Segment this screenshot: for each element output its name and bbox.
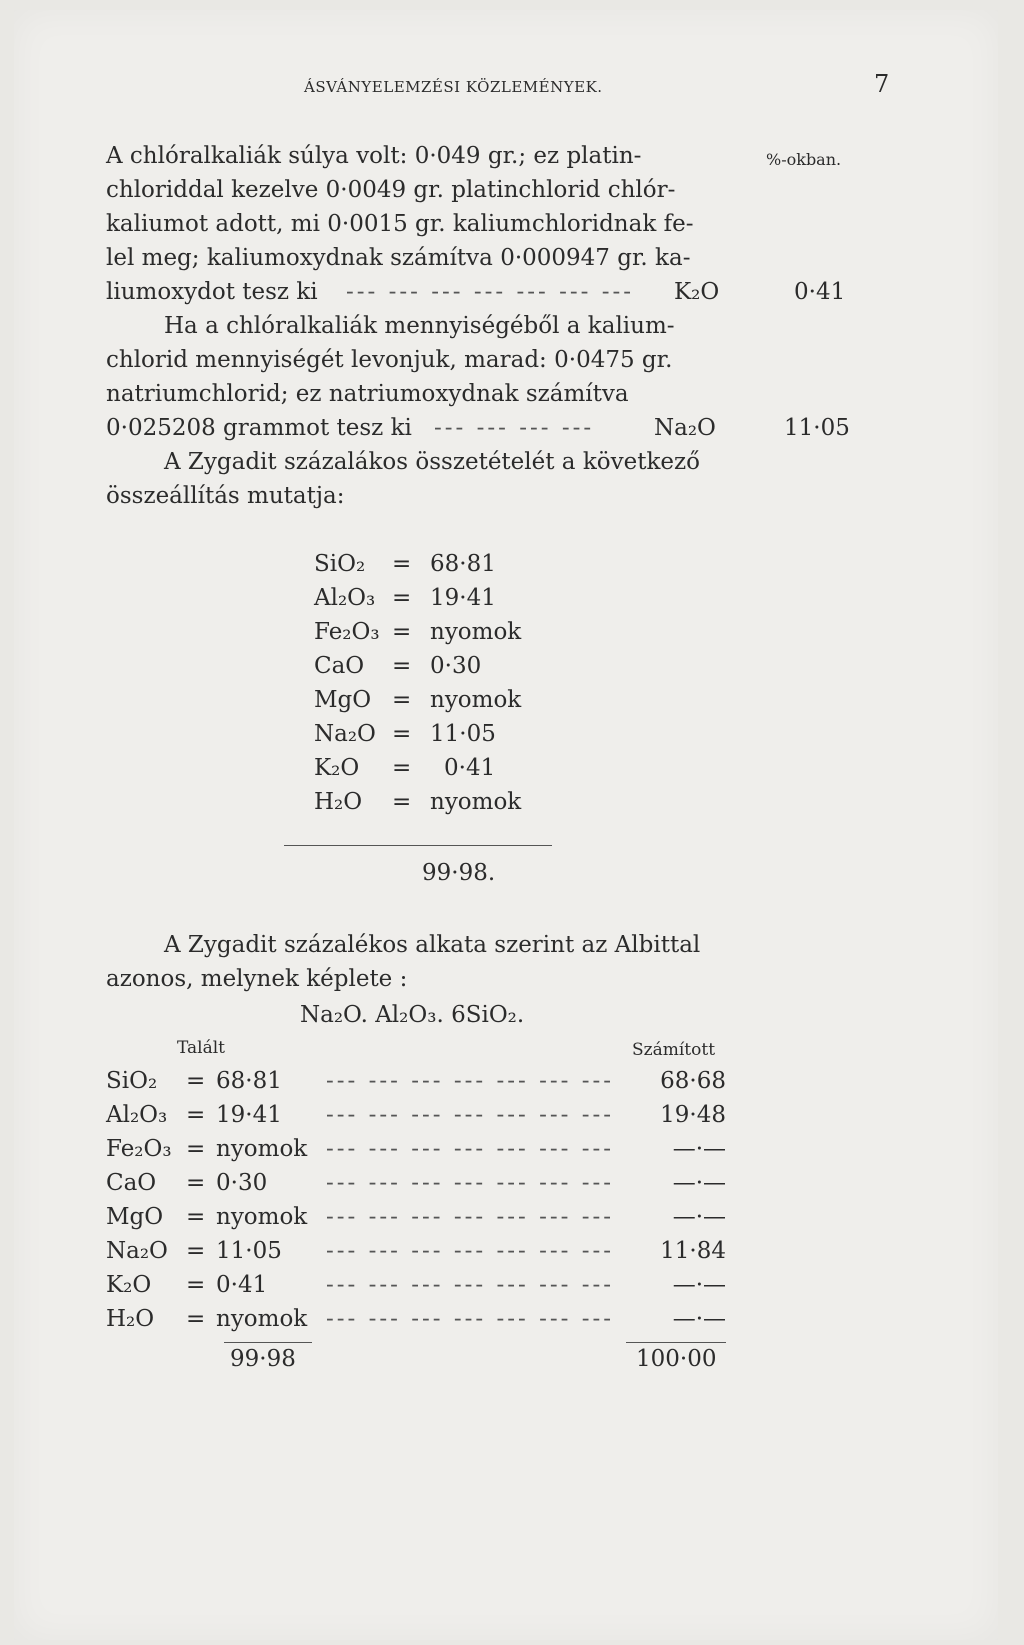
paragraph-3-line-2: összeállítás mutatja:	[106, 483, 345, 509]
value: 0·30	[430, 653, 482, 679]
paragraph-2-line-2: chlorid mennyiségét levonjuk, marad: 0·0475 gr.	[106, 347, 673, 373]
composition-row	[314, 615, 521, 649]
comparison-row	[106, 1268, 726, 1302]
value: 68·81	[430, 551, 496, 577]
composition-row	[314, 581, 496, 615]
formula: CaO	[106, 1170, 157, 1196]
found-value: nyomok	[216, 1306, 308, 1332]
composition-row	[314, 683, 521, 717]
leader-dots: --- --- --- --- --- --- ---	[326, 1136, 615, 1162]
calculated-value: —·—	[672, 1306, 726, 1332]
equals-sign: =	[392, 687, 412, 713]
formula: Na₂O	[314, 721, 376, 747]
paragraph-4	[106, 928, 700, 996]
paragraph-3-line-1: A Zygadit százalákos összetételét a következő	[164, 449, 700, 475]
equals-sign: =	[186, 1170, 206, 1196]
paragraph-1	[106, 139, 746, 275]
formula: H₂O	[314, 789, 363, 815]
book-page	[14, 10, 998, 1640]
comparison-row	[106, 1098, 726, 1132]
formula: CaO	[314, 653, 365, 679]
paragraph-2-line-3: natriumchlorid; ez natriumoxydnak számítva	[106, 381, 629, 407]
composition-row	[314, 785, 521, 819]
value: 19·41	[430, 585, 496, 611]
found-value: 68·81	[216, 1068, 282, 1094]
leader-dots: --- --- --- --- --- --- ---	[326, 1170, 615, 1196]
equals-sign: =	[186, 1238, 206, 1264]
paragraph-2	[106, 309, 675, 411]
formula: Fe₂O₃	[314, 619, 380, 645]
calculated-value: —·—	[672, 1170, 726, 1196]
paragraph-4-line-2: azonos, melynek képlete :	[106, 966, 408, 992]
leader-dots: --- --- --- --- --- --- ---	[326, 1238, 615, 1264]
leader-dots: --- --- --- --- --- --- ---	[326, 1272, 615, 1298]
value: nyomok	[430, 687, 522, 713]
equals-sign: =	[392, 721, 412, 747]
k2o-formula: K₂O	[674, 279, 720, 305]
calculated-value: 19·48	[660, 1102, 726, 1128]
paragraph-1-line-2: chloriddal kezelve 0·0049 gr. platinchlorid chlór-	[106, 177, 676, 203]
found-value: 19·41	[216, 1102, 282, 1128]
page-number: 7	[874, 70, 890, 98]
value: nyomok	[430, 619, 522, 645]
column-header-found: Talált	[177, 1038, 225, 1058]
comparison-row	[106, 1234, 726, 1268]
paragraph-1-last-line: liumoxydot tesz ki	[106, 279, 318, 305]
formula: H₂O	[106, 1306, 155, 1332]
equals-sign: =	[186, 1306, 206, 1332]
leader-dots: --- --- --- --- --- --- ---	[326, 1204, 615, 1230]
paragraph-1-line-3: kaliumot adott, mi 0·0015 gr. kaliumchloridnak fe-	[106, 211, 694, 237]
comparison-row	[106, 1302, 726, 1336]
formula: K₂O	[106, 1272, 152, 1298]
formula: Fe₂O₃	[106, 1136, 172, 1162]
paragraph-4-line-1: A Zygadit százalékos alkata szerint az Albittal	[164, 932, 701, 958]
comparison-row	[106, 1200, 726, 1234]
equals-sign: =	[392, 619, 412, 645]
paragraph-1-line-1: A chlóralkaliák súlya volt: 0·049 gr.; ez platin-	[106, 143, 642, 169]
calculated-value: 11·84	[660, 1238, 726, 1264]
leader-dots: --- --- --- --- --- --- ---	[326, 1306, 615, 1332]
composition-total: 99·98.	[422, 860, 496, 886]
albite-formula: Na₂O. Al₂O₃. 6SiO₂.	[300, 1002, 525, 1028]
leader-dots: --- --- --- --- --- --- ---	[326, 1068, 615, 1094]
equals-sign: =	[186, 1102, 206, 1128]
na2o-percent-value: 11·05	[784, 415, 850, 441]
value: 0·41	[444, 755, 496, 781]
comparison-row	[106, 1166, 726, 1200]
equals-sign: =	[186, 1272, 206, 1298]
composition-row	[314, 547, 496, 581]
column-header-calculated: Számított	[632, 1040, 716, 1060]
value: 11·05	[430, 721, 496, 747]
composition-row	[314, 717, 496, 751]
formula: SiO₂	[314, 551, 366, 577]
calculated-value: —·—	[672, 1272, 726, 1298]
formula: SiO₂	[106, 1068, 158, 1094]
found-value: 0·41	[216, 1272, 268, 1298]
equals-sign: =	[392, 653, 412, 679]
sum-rule	[284, 845, 552, 846]
formula: K₂O	[314, 755, 360, 781]
na2o-formula: Na₂O	[654, 415, 716, 441]
comparison-row	[106, 1132, 726, 1166]
found-value: nyomok	[216, 1136, 308, 1162]
value: nyomok	[430, 789, 522, 815]
calculated-total: 100·00	[636, 1346, 717, 1372]
equals-sign: =	[186, 1068, 206, 1094]
paragraph-1-line-4: lel meg; kaliumoxydnak számítva 0·000947 gr. ka-	[106, 245, 691, 271]
paragraph-3	[106, 445, 700, 513]
found-total: 99·98	[230, 1346, 296, 1372]
formula: Al₂O₃	[106, 1102, 168, 1128]
equals-sign: =	[392, 551, 412, 577]
composition-row	[314, 649, 481, 683]
percent-column-heading: %-okban.	[766, 150, 842, 169]
formula: MgO	[106, 1204, 164, 1230]
found-value: 11·05	[216, 1238, 282, 1264]
running-title: ÁSVÁNYELEMZÉSI KÖZLEMÉNYEK.	[304, 78, 603, 96]
equals-sign: =	[392, 585, 412, 611]
comparison-row	[106, 1064, 726, 1098]
leader-dots: --- --- --- --- --- --- ---	[326, 1102, 615, 1128]
paragraph-2-last-line: 0·025208 grammot tesz ki	[106, 415, 412, 441]
equals-sign: =	[186, 1136, 206, 1162]
formula: Na₂O	[106, 1238, 168, 1264]
found-value: nyomok	[216, 1204, 308, 1230]
leader-dots: --- --- --- ---	[434, 415, 595, 441]
formula: MgO	[314, 687, 372, 713]
found-value: 0·30	[216, 1170, 268, 1196]
k2o-percent-value: 0·41	[794, 279, 846, 305]
composition-row	[314, 751, 495, 785]
calculated-value: —·—	[672, 1204, 726, 1230]
calculated-value: 68·68	[660, 1068, 726, 1094]
equals-sign: =	[186, 1204, 206, 1230]
calculated-value: —·—	[672, 1136, 726, 1162]
paragraph-2-line-1: Ha a chlóralkaliák mennyiségéből a kalium-	[164, 313, 675, 339]
equals-sign: =	[392, 789, 412, 815]
leader-dots: --- --- --- --- --- --- ---	[346, 279, 635, 305]
formula: Al₂O₃	[314, 585, 376, 611]
equals-sign: =	[392, 755, 412, 781]
